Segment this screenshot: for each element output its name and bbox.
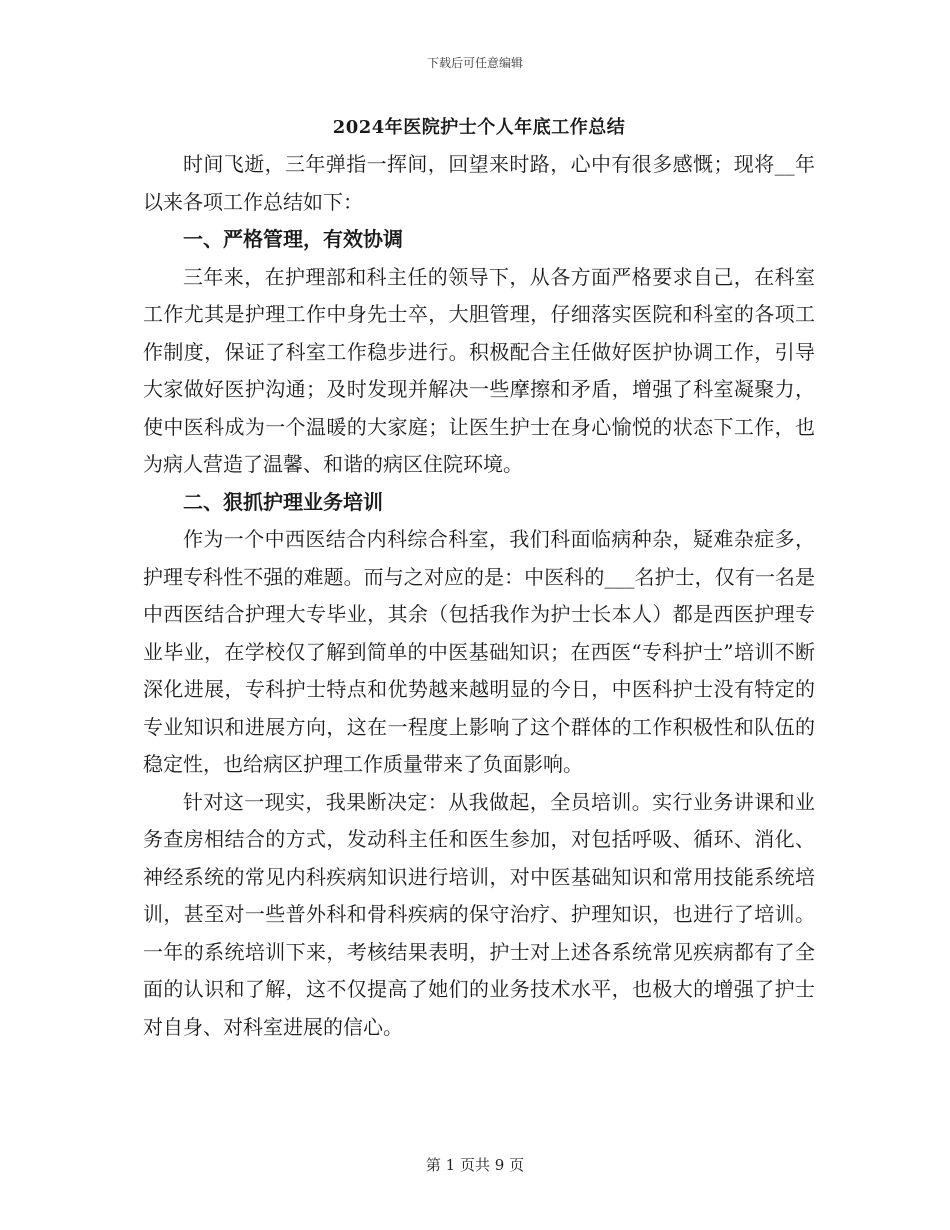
section-1-heading: 一、严格管理，有效协调: [183, 227, 403, 251]
page-footer: 第 1 页共 9 页: [425, 1156, 525, 1174]
document-title: 2024年医院护士个人年底工作总结: [332, 117, 626, 138]
section-2-paragraph-2: 针对这一现实，我果断决定：从我做起，全员培训。实行业务讲课和业务查房相结合的方式，发动科主任和医生参加，对包括呼吸、循环、消化、神经系统的常见内科疾病知识进行培训，对中医基础知识和常用技能系统培训，甚至对一些普外科和骨科疾病的保守治疗、护理知识，也进行了培训。一年的系统培训下来，考核结果表明，护士对上述各系统常见疾病都有了全面的认识和了解，这不仅提高了她们的业务技术水平，也极大的增强了护士对自身、对科室进展的信心。: [143, 789, 815, 1039]
intro-paragraph: 时间飞逝，三年弹指一挥间，回望来时路，心中有很多感慨；现将__年以来各项工作总结如下：: [143, 152, 815, 214]
section-2-paragraph-1: 作为一个中西医结合内科综合科室，我们科面临病种杂，疑难杂症多，护理专科性不强的难题。而与之对应的是：中医科的___名护士，仅有一名是中西医结合护理大专毕业，其余（包括我作为护士长本人）都是西医护理专业毕业，在学校仅了解到简单的中医基础知识；在西医“专科护士”培训不断深化进展，专科护士特点和优势越来越明显的今日，中医科护士没有特定的专业知识和进展方向，这在一程度上影响了这个群体的工作积极性和队伍的稳定性，也给病区护理工作质量带来了负面影响。: [143, 527, 815, 776]
section-2-heading: 二、狠抓护理业务培训: [183, 489, 383, 514]
section-1-paragraph: 三年来，在护理部和科主任的领导下，从各方面严格要求自己，在科室工作尤其是护理工作中身先士卒，大胆管理，仔细落实医院和科室的各项工作制度，保证了科室工作稳步进行。积极配合主任做好医护协调工作，引导大家做好医护沟通；及时发现并解决一些摩擦和矛盾，增强了科室凝聚力，使中医科成为一个温暖的大家庭；让医生护士在身心愉悦的状态下工作，也为病人营造了温馨、和谐的病区住院环境。: [143, 264, 815, 476]
document-body: [143, 110, 815, 1046]
page-header: 下载后可任意编辑: [426, 56, 523, 70]
